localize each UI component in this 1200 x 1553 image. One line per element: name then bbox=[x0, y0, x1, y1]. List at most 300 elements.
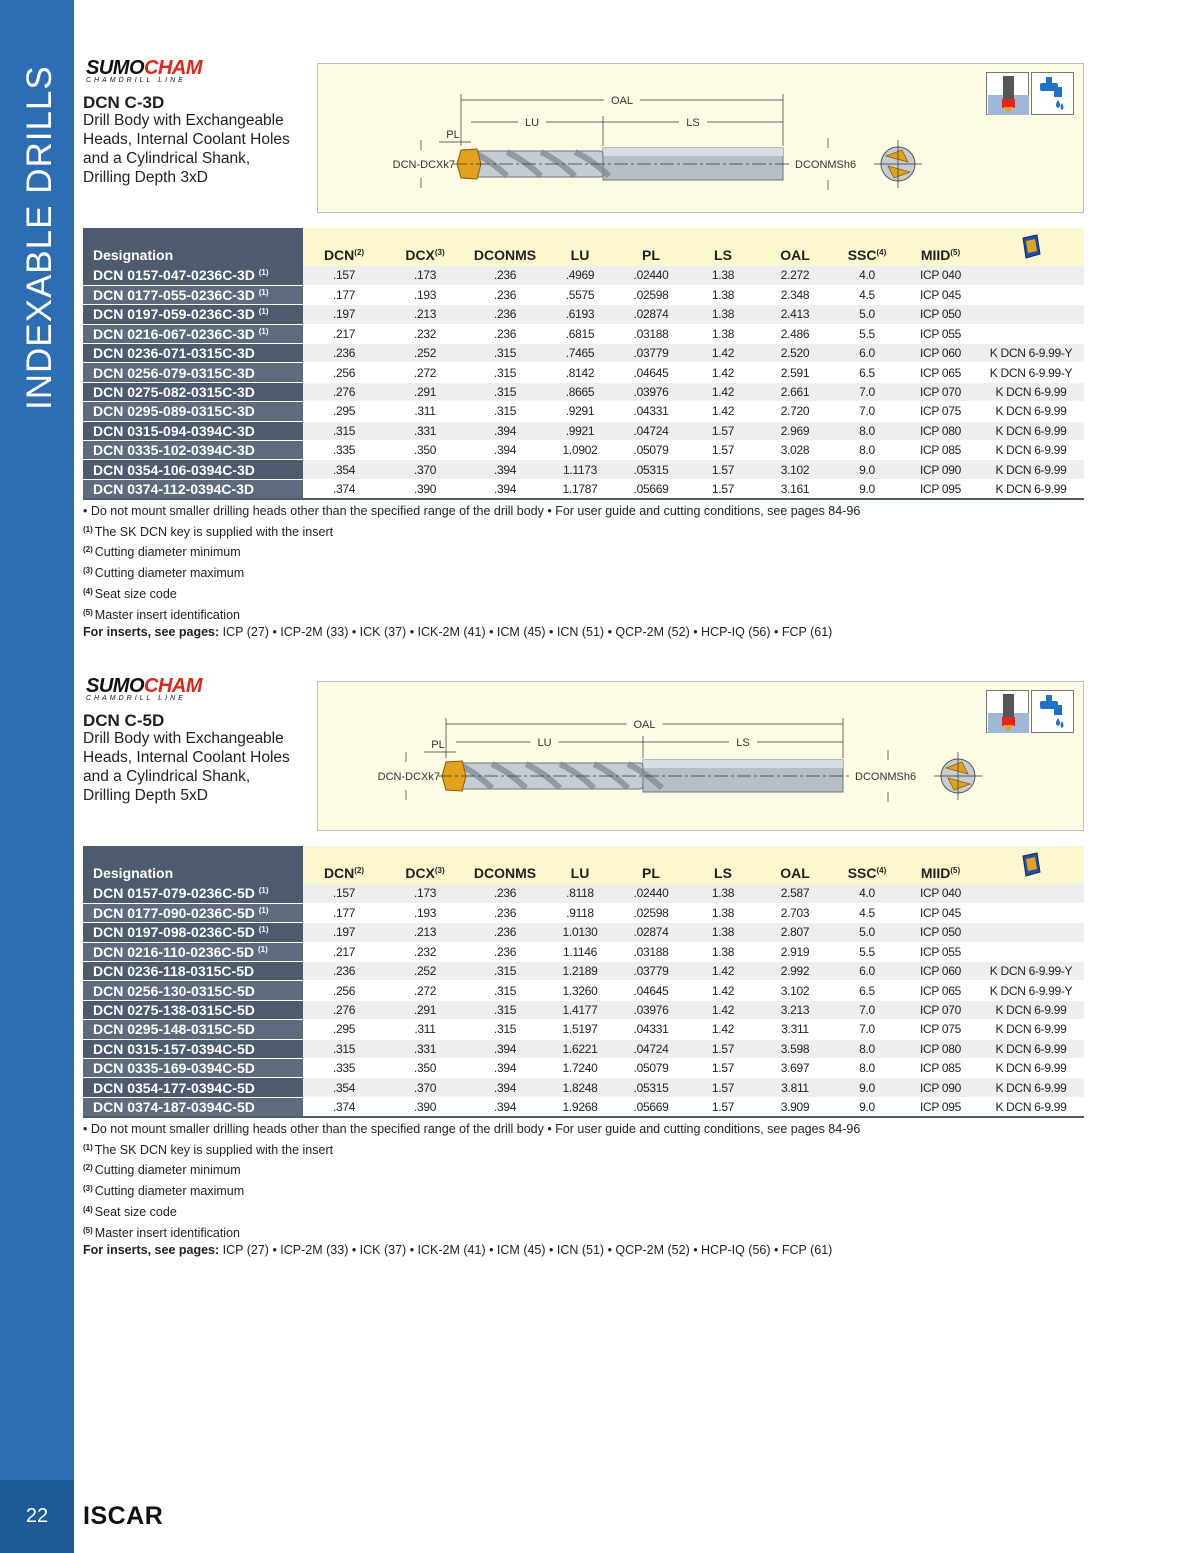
cell-dconms: .394 bbox=[465, 1039, 545, 1058]
oal-label: OAL bbox=[610, 95, 634, 107]
cell-ssc: 5.0 bbox=[831, 923, 903, 942]
cell-oal: 3.697 bbox=[759, 1059, 831, 1078]
cell-lu: .7465 bbox=[545, 344, 615, 363]
cell-oal: 2.919 bbox=[759, 942, 831, 961]
cell-ssc: 5.0 bbox=[831, 305, 903, 324]
column-header-dcn bbox=[303, 228, 385, 266]
designation: DCN 0256-130-0315C-5D bbox=[93, 982, 255, 999]
cell-dcx: .291 bbox=[385, 382, 465, 401]
brand-logo bbox=[86, 676, 202, 703]
cell-oal: 2.992 bbox=[759, 962, 831, 981]
cell-lu: .9291 bbox=[545, 402, 615, 421]
cell-ssc: 7.0 bbox=[831, 1000, 903, 1019]
sumocham-logo bbox=[86, 676, 202, 696]
table-row bbox=[83, 903, 1084, 922]
column-header-miid bbox=[903, 228, 978, 266]
brand-accent: CHAM bbox=[144, 675, 202, 697]
footnote-mark: (3) bbox=[83, 1184, 93, 1194]
cell-dconms: .394 bbox=[465, 421, 545, 440]
column-header-label: DCONMS bbox=[473, 247, 537, 263]
cell-dconms: .236 bbox=[465, 305, 545, 324]
table-row bbox=[83, 421, 1084, 440]
cell-oal: 3.811 bbox=[759, 1078, 831, 1097]
cell-lu: .9921 bbox=[545, 421, 615, 440]
cell-ls: 1.42 bbox=[687, 363, 759, 382]
cell-miid: ICP 085 bbox=[903, 1059, 978, 1078]
cell-dcn: .177 bbox=[303, 285, 385, 304]
condition-icons bbox=[986, 72, 1074, 115]
footnote-text: Cutting diameter minimum bbox=[94, 1163, 241, 1178]
product-title: DCN C-3D bbox=[83, 93, 165, 112]
cell-dcn: .354 bbox=[303, 460, 385, 479]
designation: DCN 0295-148-0315C-5D bbox=[93, 1021, 255, 1038]
designation: DCN 0216-067-0236C-3D bbox=[93, 325, 255, 342]
cell-dcx: .350 bbox=[385, 1059, 465, 1078]
designation-footnote: (1) bbox=[258, 288, 269, 298]
cell-key bbox=[978, 923, 1084, 942]
cell-key: K DCN 6-9.99-Y bbox=[978, 962, 1084, 981]
designation: DCN 0157-047-0236C-3D bbox=[93, 267, 255, 284]
cell-dcn: .354 bbox=[303, 1078, 385, 1097]
sidebar-label: INDEXABLE DRILLS bbox=[20, 65, 59, 410]
inserts-label: For inserts, see pages: bbox=[83, 625, 220, 640]
cell-oal: 2.272 bbox=[759, 266, 831, 285]
cell-oal: 3.909 bbox=[759, 1097, 831, 1116]
cell-key: K DCN 6-9.99-Y bbox=[978, 344, 1084, 363]
cell-miid: ICP 065 bbox=[903, 981, 978, 1000]
table-row bbox=[83, 962, 1084, 981]
shank-highlight bbox=[643, 760, 843, 768]
dcn-dcx-label: DCN-DCXk7 bbox=[392, 159, 455, 171]
cell-lu: .6193 bbox=[545, 305, 615, 324]
cell-key bbox=[978, 903, 1084, 922]
cell-lu: 1.7240 bbox=[545, 1059, 615, 1078]
cell-oal: 2.703 bbox=[759, 903, 831, 922]
cell-dcn: .236 bbox=[303, 962, 385, 981]
table-row bbox=[83, 285, 1084, 304]
column-header-label: Designation bbox=[93, 865, 174, 881]
cell-pl: .05315 bbox=[615, 460, 687, 479]
cell-ls: 1.57 bbox=[687, 421, 759, 440]
cell-lu: .9118 bbox=[545, 903, 615, 922]
designation: DCN 0354-177-0394C-5D bbox=[93, 1079, 255, 1096]
table-row bbox=[83, 981, 1084, 1000]
cell-lu: .5575 bbox=[545, 285, 615, 304]
brand-main: SUMO bbox=[86, 57, 144, 79]
cell-key: K DCN 6-9.99 bbox=[978, 382, 1084, 401]
column-header-pl bbox=[615, 846, 687, 884]
column-header-oal bbox=[759, 228, 831, 266]
coolant-tap-icon bbox=[1031, 72, 1074, 115]
cell-ls: 1.57 bbox=[687, 1097, 759, 1116]
cell-ls: 1.38 bbox=[687, 285, 759, 304]
designation: DCN 0295-089-0315C-3D bbox=[93, 403, 255, 420]
column-header-label: LU bbox=[570, 247, 590, 263]
footnote-line bbox=[83, 1201, 1084, 1222]
cell-miid: ICP 095 bbox=[903, 1097, 978, 1116]
cell-miid: ICP 050 bbox=[903, 305, 978, 324]
table-row bbox=[83, 479, 1084, 498]
cell-pl: .02874 bbox=[615, 305, 687, 324]
ls-label: LS bbox=[686, 117, 700, 129]
lu-label: LU bbox=[537, 737, 552, 749]
designation: DCN 0374-187-0394C-5D bbox=[93, 1098, 255, 1115]
cell-dcx: .370 bbox=[385, 460, 465, 479]
cell-key: K DCN 6-9.99 bbox=[978, 1097, 1084, 1116]
footnote-text: Master insert identification bbox=[94, 1225, 240, 1240]
footnote-mark: (1) bbox=[83, 524, 93, 534]
column-header-ssc bbox=[831, 846, 903, 884]
cell-lu: 1.1146 bbox=[545, 942, 615, 961]
cell-dcx: .173 bbox=[385, 884, 465, 903]
bullet-notes: • Do not mount smaller drilling heads other than the specified range of the drill body • For user guide and cutting conditions, see pages 84-96 bbox=[83, 1122, 861, 1136]
footnote-text: Seat size code bbox=[94, 586, 177, 601]
machining-condition-icon bbox=[986, 72, 1029, 115]
cell-miid: ICP 040 bbox=[903, 884, 978, 903]
cell-oal: 2.520 bbox=[759, 344, 831, 363]
cell-lu: 1.9268 bbox=[545, 1097, 615, 1116]
product-section bbox=[83, 676, 1084, 1256]
cell-key bbox=[978, 324, 1084, 343]
cell-pl: .03976 bbox=[615, 382, 687, 401]
cell-miid: ICP 070 bbox=[903, 1000, 978, 1019]
column-header-footnote: (3) bbox=[434, 866, 445, 875]
footnote-text: Seat size code bbox=[94, 1204, 177, 1219]
cell-miid: ICP 075 bbox=[903, 402, 978, 421]
cell-pl: .03779 bbox=[615, 962, 687, 981]
designation: DCN 0335-102-0394C-3D bbox=[93, 442, 255, 459]
brand-subline: CHAMDRILL LINE bbox=[86, 77, 186, 84]
cell-ssc: 6.0 bbox=[831, 344, 903, 363]
designation: DCN 0315-094-0394C-3D bbox=[93, 422, 255, 439]
cell-dcx: .291 bbox=[385, 1000, 465, 1019]
designation-cell bbox=[83, 962, 303, 981]
cell-ssc: 5.5 bbox=[831, 324, 903, 343]
cell-dconms: .394 bbox=[465, 1059, 545, 1078]
cell-ssc: 9.0 bbox=[831, 1078, 903, 1097]
designation-footnote: (1) bbox=[258, 925, 269, 935]
dcn-dcx-label: DCN-DCXk7 bbox=[377, 771, 440, 783]
cell-oal: 2.587 bbox=[759, 884, 831, 903]
cell-dcx: .232 bbox=[385, 324, 465, 343]
cell-dconms: .236 bbox=[465, 285, 545, 304]
column-header-label: MIID bbox=[920, 865, 951, 881]
designation-cell bbox=[83, 479, 303, 498]
column-header-label: DCN bbox=[323, 247, 355, 263]
cell-key: K DCN 6-9.99 bbox=[978, 1078, 1084, 1097]
cell-pl: .04331 bbox=[615, 1020, 687, 1039]
column-header-miid bbox=[903, 846, 978, 884]
column-header-dconms bbox=[465, 228, 545, 266]
cell-dconms: .315 bbox=[465, 1020, 545, 1039]
designation-cell bbox=[83, 363, 303, 382]
sumocham-logo bbox=[86, 58, 202, 78]
column-header-footnote: (5) bbox=[950, 866, 961, 875]
cell-pl: .02598 bbox=[615, 285, 687, 304]
inserts-pages: ICP (27) • ICP-2M (33) • ICK (37) • ICK-2M (41) • ICM (45) • ICN (51) • QCP-2M (52) • HCP-IQ (56) • FCP (61) bbox=[222, 625, 833, 640]
inserts-label: For inserts, see pages: bbox=[83, 1243, 220, 1258]
table-row bbox=[83, 1020, 1084, 1039]
cell-dcx: .331 bbox=[385, 421, 465, 440]
table-row bbox=[83, 305, 1084, 324]
spec-table bbox=[83, 846, 1084, 1118]
cell-dcn: .256 bbox=[303, 981, 385, 1000]
column-header-ls bbox=[687, 228, 759, 266]
cell-key: K DCN 6-9.99 bbox=[978, 1059, 1084, 1078]
table-row bbox=[83, 324, 1084, 343]
cell-key: K DCN 6-9.99 bbox=[978, 479, 1084, 498]
column-header-label: Designation bbox=[93, 247, 174, 263]
column-header-label: SSC bbox=[847, 865, 877, 881]
cell-pl: .04724 bbox=[615, 421, 687, 440]
table-row bbox=[83, 344, 1084, 363]
cell-oal: 2.807 bbox=[759, 923, 831, 942]
cell-dcx: .232 bbox=[385, 942, 465, 961]
cell-ls: 1.38 bbox=[687, 305, 759, 324]
designation: DCN 0315-157-0394C-5D bbox=[93, 1040, 255, 1057]
footnotes bbox=[83, 503, 1084, 642]
cell-ssc: 9.0 bbox=[831, 460, 903, 479]
column-header-label: MIID bbox=[920, 247, 951, 263]
table-row bbox=[83, 402, 1084, 421]
cell-pl: .05669 bbox=[615, 479, 687, 498]
cell-oal: 2.969 bbox=[759, 421, 831, 440]
cell-dconms: .315 bbox=[465, 1000, 545, 1019]
cell-lu: 1.3260 bbox=[545, 981, 615, 1000]
cell-miid: ICP 080 bbox=[903, 421, 978, 440]
cell-pl: .05079 bbox=[615, 441, 687, 460]
table-row bbox=[83, 1000, 1084, 1019]
product-section bbox=[83, 58, 1084, 638]
footnote-mark: (5) bbox=[83, 1225, 93, 1235]
column-header-footnote: (2) bbox=[354, 866, 365, 875]
cell-ls: 1.57 bbox=[687, 1078, 759, 1097]
cell-oal: 2.348 bbox=[759, 285, 831, 304]
cell-ssc: 8.0 bbox=[831, 1059, 903, 1078]
cell-dcx: .252 bbox=[385, 344, 465, 363]
column-header-label: DCX bbox=[405, 865, 435, 881]
product-description: Drill Body with Exchangeable Heads, Internal Coolant Holes and a Cylindrical Shank, Drilling Depth 3xD bbox=[83, 112, 290, 186]
table-row bbox=[83, 1059, 1084, 1078]
column-header-designation bbox=[83, 846, 303, 884]
cell-ls: 1.42 bbox=[687, 382, 759, 401]
footnote-mark: (2) bbox=[83, 545, 93, 555]
cell-ssc: 7.0 bbox=[831, 402, 903, 421]
designation: DCN 0216-110-0236C-5D bbox=[93, 943, 255, 960]
table-row bbox=[83, 1097, 1084, 1116]
cell-dcx: .272 bbox=[385, 363, 465, 382]
cell-oal: 3.102 bbox=[759, 981, 831, 1000]
cell-miid: ICP 050 bbox=[903, 923, 978, 942]
footnote-line bbox=[83, 562, 1084, 583]
table-row bbox=[83, 363, 1084, 382]
cell-dconms: .394 bbox=[465, 1097, 545, 1116]
cell-dcn: .197 bbox=[303, 923, 385, 942]
cell-dconms: .315 bbox=[465, 382, 545, 401]
oal-label: OAL bbox=[633, 719, 656, 731]
cell-dcn: .157 bbox=[303, 266, 385, 285]
cell-dconms: .315 bbox=[465, 363, 545, 382]
cell-key: K DCN 6-9.99 bbox=[978, 1039, 1084, 1058]
cell-oal: 3.102 bbox=[759, 460, 831, 479]
cell-dconms: .236 bbox=[465, 903, 545, 922]
cell-miid: ICP 080 bbox=[903, 1039, 978, 1058]
inserts-reference bbox=[83, 624, 1084, 642]
brand-logo bbox=[86, 58, 202, 85]
cell-ls: 1.42 bbox=[687, 962, 759, 981]
cell-oal: 2.591 bbox=[759, 363, 831, 382]
column-header-ls bbox=[687, 846, 759, 884]
cell-key: K DCN 6-9.99 bbox=[978, 1000, 1084, 1019]
cell-ssc: 6.5 bbox=[831, 363, 903, 382]
designation-cell bbox=[83, 923, 303, 942]
column-header-dcn bbox=[303, 846, 385, 884]
product-description: Drill Body with Exchangeable Heads, Internal Coolant Holes and a Cylindrical Shank, Drilling Depth 5xD bbox=[83, 730, 290, 804]
cell-pl: .04331 bbox=[615, 402, 687, 421]
footnote-text: Master insert identification bbox=[94, 607, 240, 622]
lu-label: LU bbox=[524, 117, 540, 129]
insert-icon bbox=[1020, 852, 1042, 878]
cell-miid: ICP 075 bbox=[903, 1020, 978, 1039]
table-header-row bbox=[83, 846, 1084, 884]
cell-dcn: .217 bbox=[303, 942, 385, 961]
column-header-label: LU bbox=[570, 865, 590, 881]
cell-ls: 1.57 bbox=[687, 460, 759, 479]
footnote-line bbox=[83, 604, 1084, 625]
footer-brand: ISCAR bbox=[83, 1502, 164, 1530]
column-header-insert-icon bbox=[978, 228, 1084, 266]
column-header-pl bbox=[615, 228, 687, 266]
cell-miid: ICP 055 bbox=[903, 324, 978, 343]
cell-lu: 1.0902 bbox=[545, 441, 615, 460]
inserts-reference bbox=[83, 1242, 1084, 1260]
cell-ssc: 6.0 bbox=[831, 962, 903, 981]
designation-footnote: (1) bbox=[257, 944, 268, 954]
cell-dcx: .370 bbox=[385, 1078, 465, 1097]
cell-dconms: .236 bbox=[465, 942, 545, 961]
cell-miid: ICP 055 bbox=[903, 942, 978, 961]
designation: DCN 0335-169-0394C-5D bbox=[93, 1060, 255, 1077]
footnote-line bbox=[83, 1180, 1084, 1201]
cell-dcx: .311 bbox=[385, 1020, 465, 1039]
cell-oal: 2.486 bbox=[759, 324, 831, 343]
designation-footnote: (1) bbox=[258, 326, 269, 336]
cell-pl: .02440 bbox=[615, 884, 687, 903]
cell-lu: 1.2189 bbox=[545, 962, 615, 981]
designation-cell bbox=[83, 1097, 303, 1116]
cell-miid: ICP 065 bbox=[903, 363, 978, 382]
designation-cell bbox=[83, 942, 303, 961]
table-row bbox=[83, 923, 1084, 942]
cell-ssc: 7.0 bbox=[831, 382, 903, 401]
cell-dcn: .276 bbox=[303, 382, 385, 401]
cell-pl: .04724 bbox=[615, 1039, 687, 1058]
column-header-dconms bbox=[465, 846, 545, 884]
designation-cell bbox=[83, 421, 303, 440]
column-header-label: DCONMS bbox=[473, 865, 537, 881]
cell-dconms: .315 bbox=[465, 344, 545, 363]
cell-oal: 3.028 bbox=[759, 441, 831, 460]
cell-oal: 2.720 bbox=[759, 402, 831, 421]
cell-key: K DCN 6-9.99 bbox=[978, 460, 1084, 479]
cell-lu: 1.1787 bbox=[545, 479, 615, 498]
cell-ls: 1.38 bbox=[687, 923, 759, 942]
column-header-ssc bbox=[831, 228, 903, 266]
cell-dcx: .252 bbox=[385, 962, 465, 981]
footnote-line bbox=[83, 1139, 1084, 1160]
designation-footnote: (1) bbox=[258, 307, 269, 317]
cell-key bbox=[978, 266, 1084, 285]
cell-key: K DCN 6-9.99-Y bbox=[978, 363, 1084, 382]
cell-lu: 1.4177 bbox=[545, 1000, 615, 1019]
footnote-text: Cutting diameter maximum bbox=[94, 1184, 245, 1199]
cell-miid: ICP 045 bbox=[903, 285, 978, 304]
ls-label: LS bbox=[736, 737, 750, 749]
cell-ssc: 8.0 bbox=[831, 441, 903, 460]
pl-label: PL bbox=[431, 739, 445, 751]
footnote-text: Cutting diameter maximum bbox=[94, 566, 245, 581]
cell-dconms: .394 bbox=[465, 441, 545, 460]
cell-ls: 1.38 bbox=[687, 266, 759, 285]
cell-dcx: .213 bbox=[385, 305, 465, 324]
designation: DCN 0275-082-0315C-3D bbox=[93, 384, 255, 401]
footnote-line bbox=[83, 541, 1084, 562]
cell-miid: ICP 045 bbox=[903, 903, 978, 922]
cell-dcx: .193 bbox=[385, 903, 465, 922]
cell-ssc: 4.5 bbox=[831, 903, 903, 922]
cell-dcn: .177 bbox=[303, 903, 385, 922]
cell-miid: ICP 090 bbox=[903, 1078, 978, 1097]
cell-ssc: 4.5 bbox=[831, 285, 903, 304]
cell-lu: .8118 bbox=[545, 884, 615, 903]
cell-dcn: .374 bbox=[303, 479, 385, 498]
cell-key: K DCN 6-9.99 bbox=[978, 402, 1084, 421]
column-header-label: PL bbox=[642, 865, 660, 881]
cell-dcn: .217 bbox=[303, 324, 385, 343]
designation: DCN 0374-112-0394C-3D bbox=[93, 480, 255, 497]
cell-miid: ICP 090 bbox=[903, 460, 978, 479]
cell-lu: 1.1173 bbox=[545, 460, 615, 479]
cell-dcn: .256 bbox=[303, 363, 385, 382]
column-header-designation bbox=[83, 228, 303, 266]
coolant-tap-icon bbox=[1031, 690, 1074, 733]
cell-ls: 1.38 bbox=[687, 884, 759, 903]
designation: DCN 0256-079-0315C-3D bbox=[93, 364, 255, 381]
cell-dcx: .213 bbox=[385, 923, 465, 942]
cell-lu: 1.6221 bbox=[545, 1039, 615, 1058]
footnote-mark: (2) bbox=[83, 1163, 93, 1173]
cell-ls: 1.38 bbox=[687, 903, 759, 922]
cell-miid: ICP 060 bbox=[903, 962, 978, 981]
cell-ls: 1.57 bbox=[687, 441, 759, 460]
table-row bbox=[83, 1039, 1084, 1058]
designation-cell bbox=[83, 1020, 303, 1039]
cell-lu: .4969 bbox=[545, 266, 615, 285]
designation-cell bbox=[83, 884, 303, 903]
cell-lu: 1.0130 bbox=[545, 923, 615, 942]
designation: DCN 0197-098-0236C-5D bbox=[93, 924, 255, 941]
cell-oal: 3.311 bbox=[759, 1020, 831, 1039]
cell-dconms: .236 bbox=[465, 923, 545, 942]
footnote-mark: (1) bbox=[83, 1142, 93, 1152]
designation-cell bbox=[83, 382, 303, 401]
column-header-footnote: (4) bbox=[876, 248, 887, 257]
cell-miid: ICP 060 bbox=[903, 344, 978, 363]
spec-table bbox=[83, 228, 1084, 500]
cell-pl: .02874 bbox=[615, 923, 687, 942]
column-header-label: LS bbox=[714, 865, 732, 881]
cell-pl: .05079 bbox=[615, 1059, 687, 1078]
